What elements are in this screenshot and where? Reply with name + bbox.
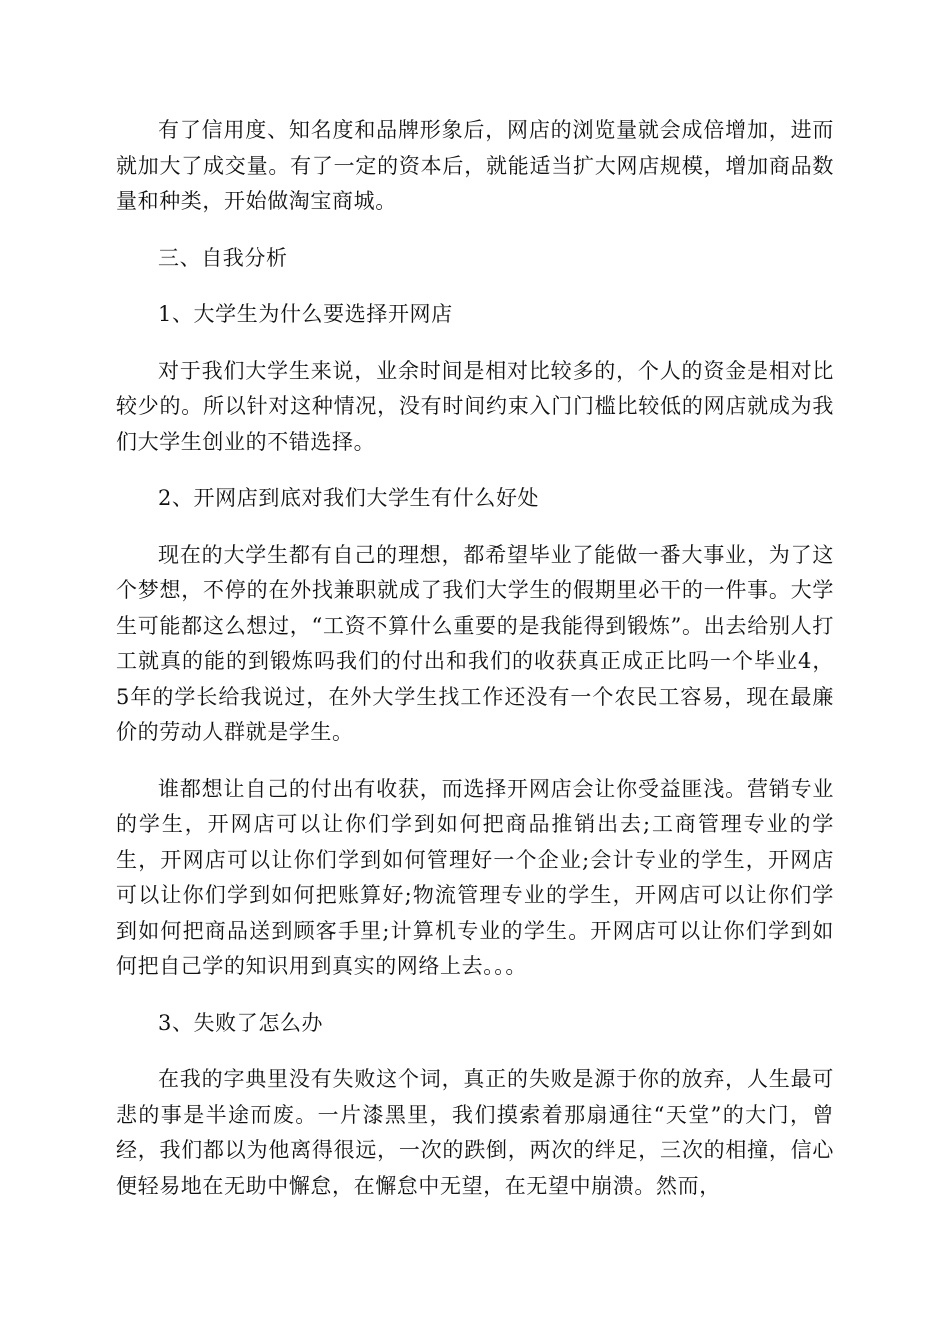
section-heading-self-analysis: 三、自我分析 — [158, 245, 288, 270]
paragraph-student-ideals: 现在的大学生都有自己的理想，都希望毕业了能做一番大事业，为了这个梦想，不停的在外找兼职就成了我们大学生的假期里必干的一件事。大学生可能都这么想过，“工资不算什么重要的是我能得到锻炼”。出去给别人打工就真的能的到锻炼吗我们的付出和我们的收获真正成正比吗一个毕业4，5年的学长给我说过，在外大学生找工作还没有一个农民工容易，现在最廉价的劳动人群就是学生。 — [116, 542, 834, 744]
paragraph-credit-growth: 有了信用度、知名度和品牌形象后，网店的浏览量就会成倍增加，进而就加大了成交量。有了一定的资本后，就能适当扩大网店规模，增加商品数量和种类，开始做淘宝商城。 — [116, 118, 834, 213]
document-body — [116, 113, 834, 1225]
subheading-why-open-shop: 1、大学生为什么要选择开网店 — [158, 302, 453, 326]
subheading-if-failed: 3、失败了怎么办 — [158, 1010, 324, 1035]
subheading-benefits: 2、开网店到底对我们大学生有什么好处 — [158, 486, 540, 510]
paragraph-spare-time: 对于我们大学生来说，业余时间是相对比较多的，个人的资金是相对比较少的。所以针对这种情况，没有时间约束入门门槛比较低的网店就成为我们大学生创业的不错选择。 — [116, 358, 834, 454]
paragraph-no-failure: 在我的字典里没有失败这个词，真正的失败是源于你的放弃，人生最可悲的事是半途而废。一片漆黑里，我们摸索着那扇通往“天堂”的大门，曾经，我们都以为他离得很远，一次的跌倒，两次的绊足，三次的相撞，信心便轻易地在无助中懈怠，在懈怠中无望，在无望中崩溃。然而， — [116, 1067, 834, 1198]
paragraph-majors-learn: 谁都想让自己的付出有收获，而选择开网店会让你受益匪浅。营销专业的学生，开网店可以让你们学到如何把商品推销出去;工商管理专业的学生，开网店可以让你们学到如何管理好一个企业;会计专业的学生，开网店可以让你们学到如何把账算好;物流管理专业的学生，开网店可以让你们学到如何把商品送到顾客手里;计算机专业的学生。开网店可以让你们学到如何把自己学的知识用到真实的网络上去。。。 — [116, 776, 834, 978]
